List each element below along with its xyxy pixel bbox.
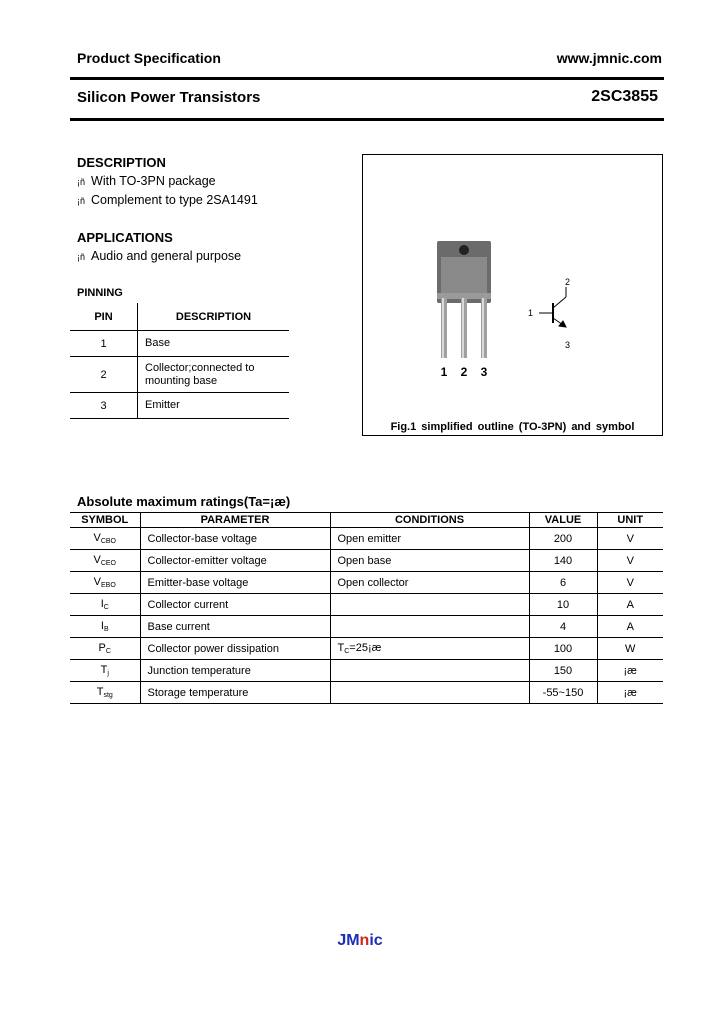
part-number: 2SC3855 (591, 88, 658, 105)
symbol-label-base: 1 (528, 308, 534, 318)
table-row: $I_C$ Collector current 10 A (70, 594, 663, 616)
table-row: $V_{CEO}$ Collector-emitter voltage Open base 140 V (70, 550, 663, 572)
table-row: $T_j$ Junction temperature 150 ¡æ (70, 660, 663, 682)
conditions-column-header: CONDITIONS (330, 513, 529, 528)
description-heading: DESCRIPTION (77, 155, 166, 170)
bullet-icon: ¡ñ (77, 177, 86, 187)
unit-column-header: UNIT (597, 513, 663, 528)
pinning-heading: PINNING (77, 287, 123, 299)
table-row: $T_{stg}$ Storage temperature -55~150 ¡æ (70, 682, 663, 704)
website-link[interactable]: www.jmnic.com (556, 50, 662, 66)
pinning-table (70, 303, 289, 419)
lead-label: 1 (440, 365, 448, 379)
symbol-column-header: SYMBOL (70, 513, 140, 528)
figure-caption: Fig.1 simplified outline (TO-3PN) and symbol (390, 421, 635, 433)
package-figure (362, 154, 663, 436)
description-item: ¡ñ Complement to type 2SA1491 (77, 193, 258, 207)
table-row: $I_B$ Base current 4 A (70, 616, 663, 638)
table-row: $V_{CBO}$ Collector-base voltage Open emitter 200 V (70, 528, 663, 550)
npn-transistor-symbol-icon (539, 287, 566, 327)
table-row: 3 Emitter (70, 393, 289, 419)
category-title: Silicon Power Transistors (77, 89, 261, 106)
table-row: $V_{EBO}$ Emitter-base voltage Open collector 6 V (70, 572, 663, 594)
table-row: 2 Collector;connected to mounting base (70, 357, 289, 393)
header-rule-lower (70, 118, 664, 121)
header-rule (70, 77, 664, 80)
package-face (441, 257, 487, 295)
symbol-label-emitter: 3 (565, 340, 571, 350)
table-row: 1 Base (70, 331, 289, 357)
symbol-label-collector: 2 (565, 277, 571, 287)
description-item: ¡ñ With TO-3PN package (77, 174, 216, 188)
lead-label: 3 (480, 365, 488, 379)
spec-label: Product Specification (77, 50, 221, 66)
table-row: $P_C$ Collector power dissipation $T_C=25¡æ$ 100 W (70, 638, 663, 660)
parameter-column-header: PARAMETER (140, 513, 330, 528)
to3pn-package-illustration (363, 155, 662, 405)
brand-footer: JMnic (337, 932, 383, 949)
description-column-header: DESCRIPTION (138, 303, 290, 331)
ratings-table (70, 512, 663, 704)
bullet-icon: ¡ñ (77, 196, 86, 206)
value-column-header: VALUE (529, 513, 597, 528)
pin-column-header: PIN (70, 303, 138, 331)
applications-heading: APPLICATIONS (77, 230, 173, 245)
bullet-icon: ¡ñ (77, 252, 86, 262)
ratings-heading: Absolute maximum ratings(Ta=¡æ) (77, 494, 291, 509)
lead-label: 2 (460, 365, 468, 379)
applications-item: ¡ñ Audio and general purpose (77, 249, 242, 263)
mounting-hole-icon (459, 245, 469, 255)
